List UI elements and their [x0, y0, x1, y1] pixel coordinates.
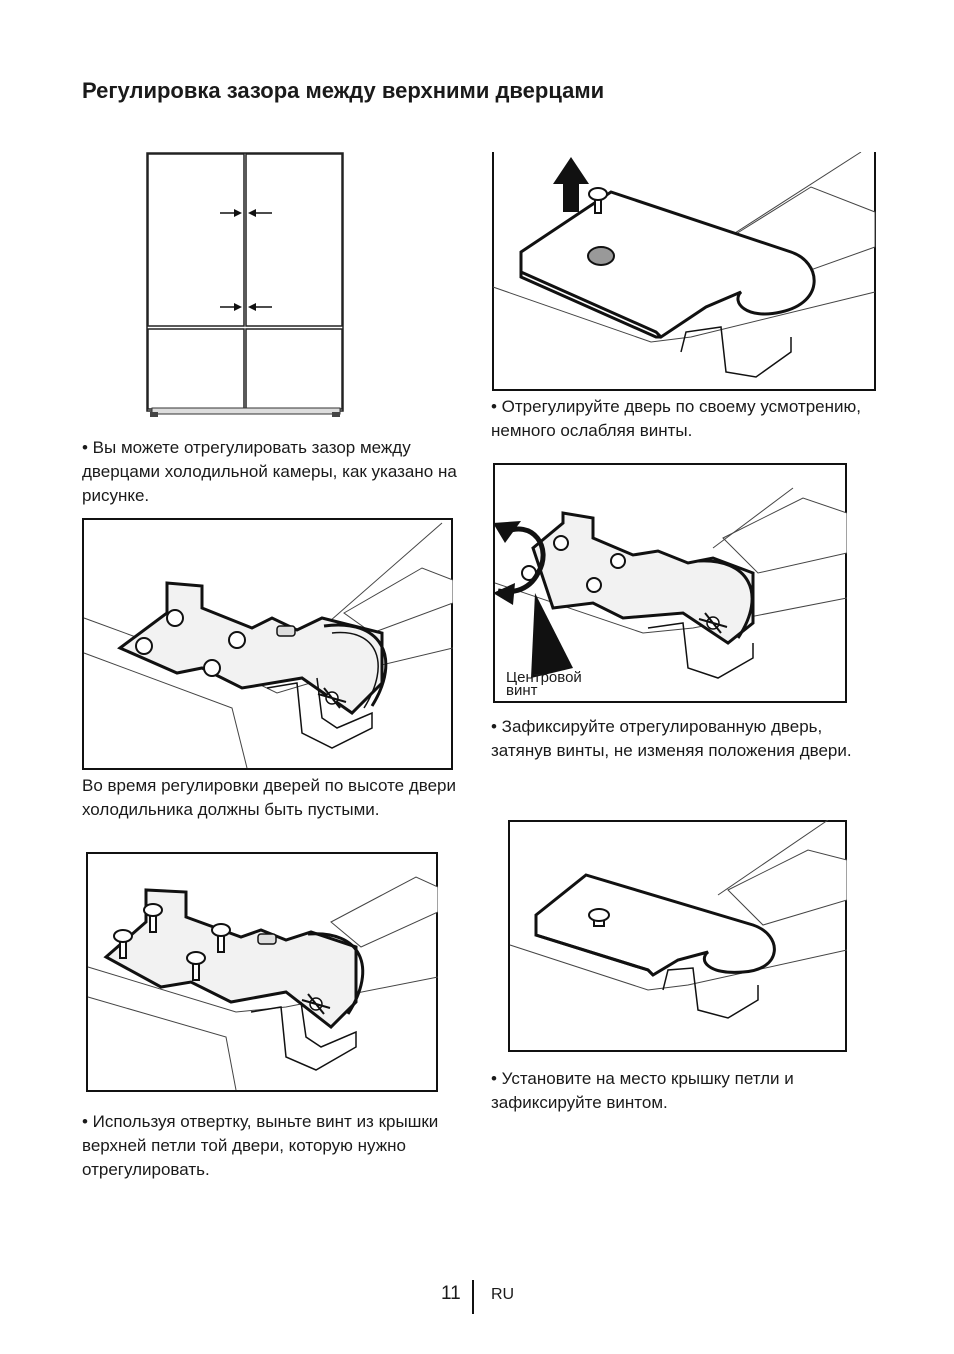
- hinge-cover-lift-figure: [491, 152, 877, 392]
- screws-removed-figure: [86, 852, 438, 1092]
- cover-reinstalled-figure: [508, 820, 847, 1052]
- page-number: 11: [441, 1283, 461, 1304]
- instruction-text-4: • Отрегулируйте дверь по своему усмотрению, немного ослабляя винты.: [491, 397, 861, 440]
- footer-divider: [472, 1280, 474, 1314]
- instruction-text-5: • Зафиксируйте отрегулированную дверь, затянув винты, не изменяя положения двери.: [491, 717, 852, 760]
- hinge-plate-figure: [82, 518, 453, 770]
- fridge-front-figure: [140, 150, 350, 420]
- instruction-text-2: Во время регулировки дверей по высоте двери холодильника должны быть пустыми.: [82, 776, 457, 819]
- loosen-screws-figure: [493, 463, 847, 703]
- instruction-text-3: • Используя отвертку, выньте винт из крышки верхней петли той двери, которую нужно отрегулировать.: [82, 1112, 439, 1179]
- page-title: Регулировка зазора между верхними дверцами: [82, 78, 605, 103]
- center-screw-label: Центровой винт: [506, 669, 582, 699]
- instruction-text-6: • Установите на место крышку петли и зафиксируйте винтом.: [491, 1069, 794, 1112]
- instruction-text-1: • Вы можете отрегулировать зазор между дверцами холодильной камеры, как указано на рисунке.: [82, 438, 457, 505]
- language-code: RU: [491, 1286, 515, 1303]
